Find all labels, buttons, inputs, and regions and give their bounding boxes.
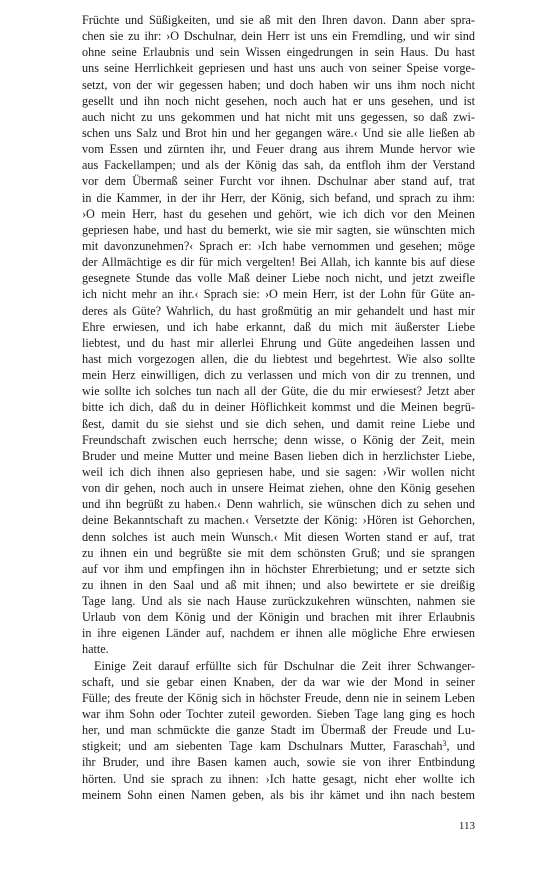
text-line: hast mich vorgezogen allen, die du liebtest und begehrtest. Wie also sollte: [82, 351, 475, 366]
text-line: her, und man schmückte die ganze Stadt im Übermaß der Freude und Lu-: [82, 723, 475, 738]
text-line: Einige Zeit darauf erfüllte sich für Dschulnar die Zeit ihrer Schwanger-: [94, 658, 475, 673]
text-line: liebtest, und du hast mir allerlei Ehrung und Güte angedeihen lassen und: [82, 335, 475, 350]
text-line: Früchte und Süßigkeiten, und sie aß mit den Ihren davon. Dann aber spra-: [82, 13, 475, 27]
text-line: aus Fackellampen; und als der König das sah, da entfloh ihm der Verstand: [82, 158, 475, 173]
text-line: schen uns Salz und Brot hin und her gegangen wäre.‹ Und sie alle ließen ab: [82, 125, 475, 140]
text-line: mit davonzunehmen?‹ Sprach er: ›Ich habe vernommen und gesehen; möge: [82, 238, 475, 253]
text-line: hatte.: [82, 642, 109, 657]
text-line: meinem Sohn einen Namen geben, als bis ihr kämet und ihn nach bestem: [82, 787, 475, 802]
body-text: [82, 12, 475, 803]
page-number: 113: [458, 820, 475, 832]
text-line: Urlaub von dem König und der Königin und brachen mit ihrer Erlaubnis: [82, 610, 475, 625]
text-line-segment: stigkeit; und am siebenten Tage kam Dschulnars Mutter, Faraschah: [82, 739, 443, 754]
text-line: weil ich dich ihnen also gepriesen habe, und sie sagen: ›Wir wollen nicht: [82, 464, 475, 479]
text-line: ich nicht mehr an ihr.‹ Sprach sie: ›O mein Herr, ist der Lohn für Güte an-: [82, 287, 475, 302]
text-line: von dir gehen, noch auch in unsere Heimat ziehen, ohne den König gesehen: [82, 481, 475, 496]
text-line: vom Essen und zürnten ihr, und Feuer drang aus ihrem Munde hervor wie: [82, 142, 475, 157]
text-line: auch nicht zu uns gekommen und hat nicht mit uns gegessen, so daß zwi-: [82, 109, 475, 124]
text-line: ›O mein Herr, hast du gesehen und gehört, wie ich dich vor den Meinen: [82, 206, 475, 221]
text-line: zu ihnen ein und begrüßte sie mit dem schönsten Gruß; und sie sprangen: [82, 545, 475, 560]
text-line: wie sollte ich solches tun nach all der Güte, die du mir erwiesest? Jetzt aber: [82, 384, 475, 399]
text-line: Bruder und meine Mutter und meine Basen lieben dich in herzlichster Liebe,: [82, 448, 475, 463]
text-line: auf vor ihm und empfingen ihn in höchster Ehrerbietung; und er setzte sich: [82, 561, 475, 576]
text-line: gesegnete Stunde das volle Maß deiner Liebe noch nicht, und jetzt zweifle: [82, 271, 475, 286]
text-line: Fülle; des freute der König sich in höchster Freude, denn nie in seinem Leben: [82, 690, 475, 705]
text-line: vor dem Übermaß seiner Furcht vor ihnen. Dschulnar aber stand auf, trat: [82, 174, 475, 189]
text-line: gepriesen habe, und hast du bemerkt, wie sie mir sagten, sie wünschten mich: [82, 222, 475, 237]
text-line: der Allmächtige es dir für mich vergelten! Bei Allah, ich kannte bis auf diese: [82, 255, 475, 270]
text-line: deres als Güte? Wahrlich, du hast großmütig an mir gehandelt und hast mir: [82, 303, 475, 318]
text-line: Ehre erwiesen, und ich habe erkannt, daß du mich mit äußerster Liebe: [82, 319, 475, 334]
text-line: Freundschaft zwischen euch herrsche; denn wisse, o König der Zeit, mein: [82, 432, 475, 447]
text-line: chen sie zu ihr: ›O Dschulnar, dein Herr ist uns ein Fremdling, und wir sind: [82, 29, 475, 44]
text-line: hörten. Und sie sprach zu ihnen: ›Ich hatte gesagt, nicht eher wollte ich: [82, 771, 475, 786]
text-line-with-footnote: [82, 738, 475, 754]
text-line: war ihm Sohn oder Tochter zuteil geworden. Sieben Tage lang ging es hoch: [82, 707, 475, 722]
text-line: gesellt und ihn noch nicht gesehen, noch auch hat er uns gesehen, und ist: [82, 93, 475, 108]
text-line: ihr Bruder, und ihre Basen kamen auch, sowie sie von ihrer Entbindung: [82, 755, 475, 770]
text-line: in die Kammer, in der ihr Herr, der König, sich befand, und sprach zu ihm:: [82, 190, 475, 205]
footnote-ref[interactable]: 3: [442, 739, 447, 749]
text-line: bitte ich dich, daß du in deiner Höflichkeit kommst und die Meinen begrü-: [82, 400, 475, 415]
text-line: ohne seine Erlaubnis und sein Wissen eingedrungen in sein Haus. Du hast: [82, 45, 475, 60]
text-line: in ihre eigenen Länder auf, nachdem er ihnen alle mögliche Ehre erwiesen: [82, 626, 475, 641]
text-line: denn solches ist auch mein Wunsch.‹ Mit diesen Worten stand er auf, trat: [82, 529, 475, 544]
text-line: uns seine Herrlichkeit gepriesen und hast uns auch von seiner Speise vorge-: [82, 61, 475, 76]
text-line: mein Herz einwilligen, dich zu verlassen und mich von dir zu trennen, und: [82, 368, 475, 383]
text-line: schaft, und sie gebar einen Knaben, der da war wie der Mond in seiner: [82, 674, 475, 689]
text-line: zu ihnen in den Saal und aß mit ihnen; und also bewirtete er sie dreißig: [82, 577, 475, 592]
text-line: Tage lang. Und als sie nach Hause zurückzukehren wünschten, nahmen sie: [82, 594, 475, 609]
text-line-segment: , und: [446, 739, 475, 754]
text-line: deine Bekanntschaft zu machen.‹ Versetzte der König: ›Hören ist Gehorchen,: [82, 513, 475, 528]
text-line: ßest, damit du sie siehst und sie dich sehen, und damit reine Liebe und: [82, 416, 475, 431]
text-line: setzt, von der wir gegessen haben; und doch haben wir uns ihm noch nicht: [82, 77, 475, 92]
text-line: und ihn begrüßt zu haben.‹ Denn wahrlich, sie wünschen dich zu sehen und: [82, 497, 475, 512]
